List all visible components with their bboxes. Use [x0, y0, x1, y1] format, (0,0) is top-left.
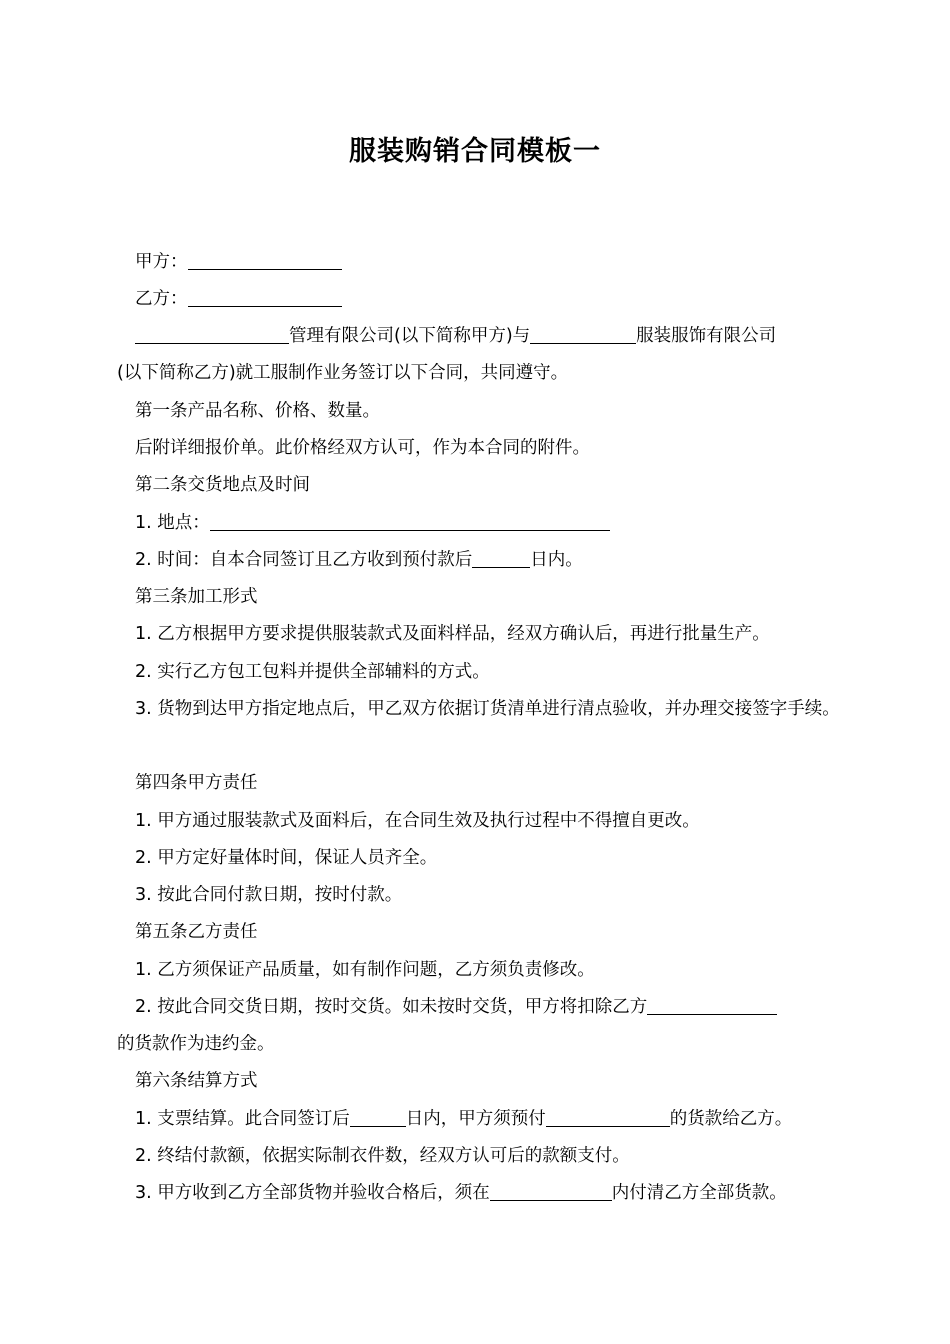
article-1-text: 后附详细报价单。此价格经双方认可，作为本合同的附件。	[135, 438, 590, 458]
article-3-item-2: 2. 实行乙方包工包料并提供全部辅料的方式。	[135, 662, 490, 682]
final-pay-text-b: 内付清乙方全部货款。	[611, 1183, 787, 1203]
intro-part-c: (以下简称乙方)就工服制作业务签订以下合同，共同遵守。	[117, 363, 569, 384]
cheque-text-a: 1. 支票结算。此合同签订后	[135, 1109, 350, 1129]
final-pay-blank	[490, 1180, 612, 1201]
intro-part-a: 管理有限公司(以下简称甲方)与	[289, 326, 531, 346]
article-3-title: 第三条加工形式	[135, 587, 258, 607]
party-b-company-blank	[530, 323, 636, 344]
article-6-item-1	[117, 1101, 847, 1138]
page-title: 服装购销合同模板一	[349, 136, 601, 167]
penalty-text-b: 的货款作为违约金。	[117, 1034, 275, 1055]
party-b-blank	[188, 286, 342, 307]
party-a-label: 甲方：	[135, 252, 188, 272]
article-1-title: 第一条产品名称、价格、数量。	[135, 401, 380, 421]
article-6-item-3	[117, 1175, 847, 1212]
article-3-item-3: 3. 货物到达甲方指定地点后，甲乙双方依据订货清单进行清点验收，并办理交接签字手续。	[135, 699, 840, 719]
time-text-a: 2. 时间：自本合同签订且乙方收到预付款后	[135, 550, 473, 570]
intro-part-b: 服装服饰有限公司	[636, 326, 777, 346]
cheque-text-c: 的货款给乙方。	[669, 1109, 793, 1129]
article-5-title: 第五条乙方责任	[135, 922, 258, 942]
penalty-blank	[647, 994, 777, 1015]
article-4-title: 第四条甲方责任	[135, 773, 258, 793]
article-2-item-2	[117, 542, 847, 579]
time-text-b: 日内。	[530, 550, 583, 570]
article-6-item-2: 2. 终结付款额，依据实际制衣件数，经双方认可后的款额支付。	[135, 1146, 630, 1166]
party-a-blank	[188, 249, 342, 270]
article-2-item-1	[117, 505, 847, 542]
party-b-line	[117, 281, 847, 318]
article-4-item-3: 3. 按此合同付款日期，按时付款。	[135, 885, 403, 905]
article-2-title: 第二条交货地点及时间	[135, 475, 310, 495]
location-blank	[210, 510, 610, 531]
penalty-text-a: 2. 按此合同交货日期，按时交货。如未按时交货，甲方将扣除乙方	[135, 997, 648, 1017]
party-a-company-blank	[135, 323, 289, 344]
article-6-title: 第六条结算方式	[135, 1071, 258, 1091]
article-5-item-1: 1. 乙方须保证产品质量，如有制作问题，乙方须负责修改。	[135, 960, 595, 980]
intro-paragraph	[117, 318, 847, 392]
party-b-label: 乙方：	[135, 289, 188, 309]
final-pay-text-a: 3. 甲方收到乙方全部货物并验收合格后，须在	[135, 1183, 490, 1203]
prepay-days-blank	[350, 1106, 406, 1127]
days-blank	[472, 547, 530, 568]
article-4-item-2: 2. 甲方定好量体时间，保证人员齐全。	[135, 848, 438, 868]
article-4-item-1: 1. 甲方通过服装款式及面料后，在合同生效及执行过程中不得擅自更改。	[135, 811, 700, 831]
cheque-text-b: 日内，甲方须预付	[405, 1109, 546, 1129]
prepay-amount-blank	[546, 1106, 670, 1127]
article-5-item-2	[117, 989, 847, 1063]
party-a-line	[117, 244, 847, 281]
article-3-item-1: 1. 乙方根据甲方要求提供服装款式及面料样品，经双方确认后，再进行批量生产。	[135, 624, 770, 644]
location-label: 1. 地点：	[135, 513, 210, 533]
